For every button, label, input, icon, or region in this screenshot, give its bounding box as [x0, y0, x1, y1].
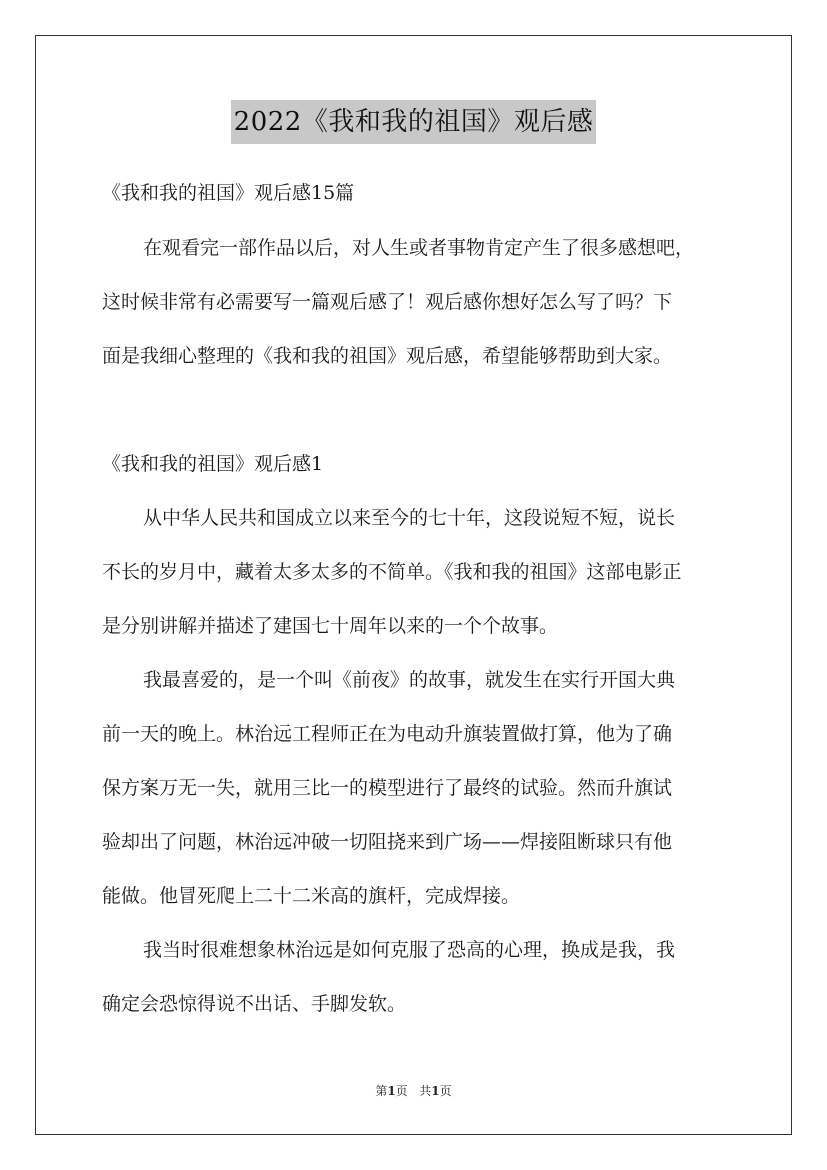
paragraph-line: 能做。他冒死爬上二十二米高的旗杆，完成焊接。 — [102, 885, 521, 907]
paragraph-line: 前一天的晚上。林治远工程师正在为电动升旗装置做打算，他为了确 — [102, 723, 673, 745]
paragraph-line: 不长的岁月中，藏着太多太多的不简单。《我和我的祖国》这部电影正 — [102, 561, 682, 583]
intro-line: 在观看完一部作品以后，对人生或者事物肯定产生了很多感想吧， — [143, 237, 695, 259]
total-suffix: 页 — [439, 1084, 452, 1098]
paragraph-line: 我最喜爱的，是一个叫《前夜》的故事，就发生在实行开国大典 — [143, 669, 676, 691]
paragraph-line: 是分别讲解并描述了建国七十周年以来的一个个故事。 — [102, 615, 559, 637]
document-title: 2022《我和我的祖国》观后感 — [231, 100, 597, 144]
paragraph-line: 从中华人民共和国成立以来至今的七十年，这段说短不短，说长 — [143, 507, 676, 529]
section-heading: 《我和我的祖国》观后感1 — [102, 453, 324, 475]
page-footer — [0, 1083, 827, 1099]
total-prefix: 共 — [419, 1084, 432, 1098]
intro-line: 这时候非常有必需要写一篇观后感了！观后感你想好怎么写了吗？下 — [102, 291, 673, 313]
page-number: 1 — [387, 1084, 396, 1098]
page-suffix: 页 — [395, 1084, 408, 1098]
intro-line: 面是我细心整理的《我和我的祖国》观后感，希望能够帮助到大家。 — [102, 345, 673, 367]
paragraph-line: 我当时很难想象林治远是如何克服了恐高的心理，换成是我，我 — [143, 939, 676, 961]
paragraph-line: 确定会恐惊得说不出话、手脚发软。 — [102, 993, 407, 1015]
paragraph-line: 验却出了问题，林治远冲破一切阻挠来到广场——焊接阻断球只有他 — [102, 831, 673, 853]
title-container — [0, 100, 827, 144]
subtitle: 《我和我的祖国》观后感15篇 — [102, 182, 355, 204]
total-pages: 1 — [431, 1084, 440, 1098]
page-prefix: 第 — [375, 1084, 388, 1098]
paragraph-line: 保方案万无一失，就用三比一的模型进行了最终的试验。然而升旗试 — [102, 777, 673, 799]
